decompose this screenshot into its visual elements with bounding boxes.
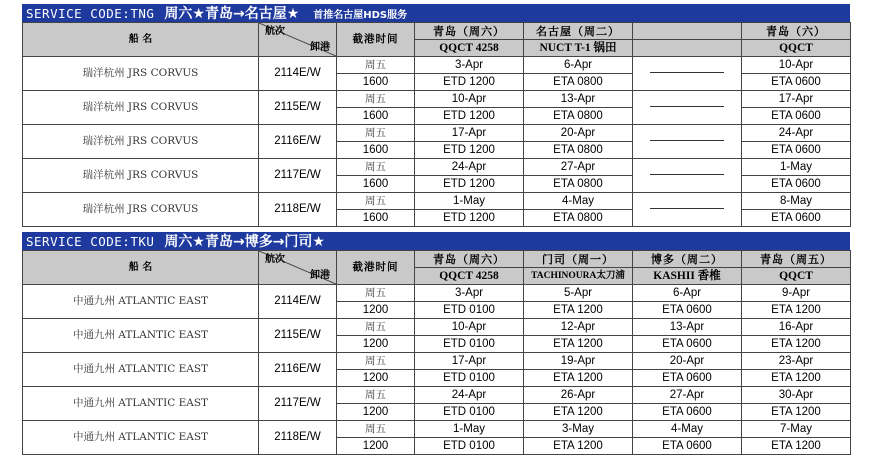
port2-time: ETA 0800 — [524, 74, 633, 91]
port2-date: 19-Apr — [524, 353, 633, 370]
discharge-port-label: 卸港 — [310, 42, 330, 53]
vessel-name: 中通九州 ATLANTIC EAST — [23, 319, 259, 353]
port1-time: ETD 0100 — [415, 438, 524, 455]
cutoff-time: 1200 — [337, 404, 415, 421]
port4-time: ETA 1200 — [742, 438, 851, 455]
table-row — [23, 319, 851, 336]
table-row — [23, 91, 851, 108]
port2-date: 12-Apr — [524, 319, 633, 336]
port3-date: 4-May — [633, 421, 742, 438]
port2-time: ETA 1200 — [524, 370, 633, 387]
discharge-port-label: 卸港 — [310, 270, 330, 281]
voyage-number: 2116E/W — [259, 353, 337, 387]
port1-time: ETD 0100 — [415, 404, 524, 421]
port4-time: ETA 1200 — [742, 336, 851, 353]
service-note: 首推名古屋HDS服务 — [313, 9, 408, 21]
port3-time: ETA 0600 — [633, 438, 742, 455]
cutoff-day: 周五 — [337, 159, 415, 176]
cutoff-day: 周五 — [337, 91, 415, 108]
service-banner — [22, 4, 850, 22]
port4-date: 24-Apr — [742, 125, 851, 142]
port2-time: ETA 0800 — [524, 108, 633, 125]
port2-date: 26-Apr — [524, 387, 633, 404]
vessel-header: 船 名 — [23, 23, 259, 57]
port2-time: ETA 0800 — [524, 142, 633, 159]
port4-date: 10-Apr — [742, 57, 851, 74]
port2-time: ETA 1200 — [524, 438, 633, 455]
terminal-header: QQCT — [742, 268, 851, 285]
port2-time: ETA 0800 — [524, 176, 633, 193]
port4-time: ETA 0600 — [742, 142, 851, 159]
port1-time: ETD 0100 — [415, 336, 524, 353]
port1-time: ETD 1200 — [415, 108, 524, 125]
cutoff-day: 周五 — [337, 125, 415, 142]
header-row — [23, 23, 851, 40]
port4-date: 8-May — [742, 193, 851, 210]
port2-date: 20-Apr — [524, 125, 633, 142]
cutoff-time: 1200 — [337, 302, 415, 319]
terminal-header: QQCT 4258 — [415, 268, 524, 285]
cutoff-day: 周五 — [337, 387, 415, 404]
port4-date: 23-Apr — [742, 353, 851, 370]
port2-date: 3-May — [524, 421, 633, 438]
voyage-label: 航次 — [265, 26, 285, 37]
schedule-section-tng — [22, 4, 850, 227]
vessel-name: 瑞洋杭州 JRS CORVUS — [23, 57, 259, 91]
cutoff-day: 周五 — [337, 285, 415, 302]
port-name-header: 青岛（周五） — [742, 251, 851, 268]
table-row — [23, 159, 851, 176]
voyage-number: 2118E/W — [259, 193, 337, 227]
empty-dash — [650, 208, 724, 209]
port3-empty — [633, 159, 742, 193]
cutoff-header: 截港时间 — [337, 23, 415, 57]
empty-dash — [650, 72, 724, 73]
port1-date: 1-May — [415, 193, 524, 210]
service-banner — [22, 232, 850, 250]
terminal-header: NUCT T-1 锅田 — [524, 40, 633, 57]
port3-empty — [633, 57, 742, 91]
port-name-header: 博多（周二） — [633, 251, 742, 268]
cutoff-time: 1200 — [337, 438, 415, 455]
port2-date: 27-Apr — [524, 159, 633, 176]
port2-time: ETA 0800 — [524, 210, 633, 227]
voyage-header — [259, 251, 337, 285]
voyage-label: 航次 — [265, 254, 285, 265]
port2-date: 6-Apr — [524, 57, 633, 74]
port4-time: ETA 0600 — [742, 176, 851, 193]
voyage-header — [259, 23, 337, 57]
voyage-number: 2118E/W — [259, 421, 337, 455]
port3-time: ETA 0600 — [633, 370, 742, 387]
voyage-number: 2114E/W — [259, 285, 337, 319]
port1-time: ETD 1200 — [415, 210, 524, 227]
terminal-header: QQCT — [742, 40, 851, 57]
port1-date: 17-Apr — [415, 353, 524, 370]
port4-time: ETA 1200 — [742, 302, 851, 319]
port1-time: ETD 1200 — [415, 176, 524, 193]
port1-date: 1-May — [415, 421, 524, 438]
service-code: SERVICE CODE:TNG — [26, 5, 155, 21]
port3-date: 6-Apr — [633, 285, 742, 302]
port4-date: 16-Apr — [742, 319, 851, 336]
terminal-header: KASHII 香椎 — [633, 268, 742, 285]
vessel-name: 中通九州 ATLANTIC EAST — [23, 387, 259, 421]
port3-time: ETA 0600 — [633, 336, 742, 353]
cutoff-time: 1600 — [337, 142, 415, 159]
port2-date: 4-May — [524, 193, 633, 210]
header-row — [23, 251, 851, 268]
port1-date: 10-Apr — [415, 319, 524, 336]
cutoff-day: 周五 — [337, 193, 415, 210]
port4-time: ETA 1200 — [742, 404, 851, 421]
cutoff-day: 周五 — [337, 421, 415, 438]
vessel-name: 瑞洋杭州 JRS CORVUS — [23, 193, 259, 227]
vessel-name: 中通九州 ATLANTIC EAST — [23, 421, 259, 455]
port3-date: 27-Apr — [633, 387, 742, 404]
port3-time: ETA 0600 — [633, 302, 742, 319]
cutoff-time: 1200 — [337, 370, 415, 387]
table-row — [23, 125, 851, 142]
table-row — [23, 353, 851, 370]
port-name-header: 青岛（周六） — [415, 251, 524, 268]
table-row — [23, 57, 851, 74]
port3-empty — [633, 125, 742, 159]
voyage-number: 2117E/W — [259, 387, 337, 421]
vessel-name: 中通九州 ATLANTIC EAST — [23, 353, 259, 387]
voyage-number: 2117E/W — [259, 159, 337, 193]
voyage-number: 2116E/W — [259, 125, 337, 159]
port1-date: 24-Apr — [415, 387, 524, 404]
port4-date: 17-Apr — [742, 91, 851, 108]
port2-time: ETA 1200 — [524, 404, 633, 421]
port2-date: 13-Apr — [524, 91, 633, 108]
port4-time: ETA 0600 — [742, 74, 851, 91]
port1-date: 3-Apr — [415, 57, 524, 74]
port3-date: 20-Apr — [633, 353, 742, 370]
port-name-header — [633, 23, 742, 40]
table-row — [23, 387, 851, 404]
port1-date: 17-Apr — [415, 125, 524, 142]
port2-date: 5-Apr — [524, 285, 633, 302]
cutoff-day: 周五 — [337, 319, 415, 336]
port1-date: 3-Apr — [415, 285, 524, 302]
vessel-header: 船 名 — [23, 251, 259, 285]
port4-time: ETA 1200 — [742, 370, 851, 387]
schedule-table — [22, 250, 851, 455]
service-route: 周六★青岛→博多→门司★ — [164, 234, 325, 250]
terminal-header — [633, 40, 742, 57]
vessel-name: 瑞洋杭州 JRS CORVUS — [23, 159, 259, 193]
port-name-header: 青岛（六） — [742, 23, 851, 40]
schedule-section-tku — [22, 232, 850, 455]
vessel-name: 瑞洋杭州 JRS CORVUS — [23, 91, 259, 125]
port1-time: ETD 1200 — [415, 74, 524, 91]
port4-time: ETA 0600 — [742, 210, 851, 227]
port1-date: 24-Apr — [415, 159, 524, 176]
table-row — [23, 193, 851, 210]
port3-empty — [633, 193, 742, 227]
port1-time: ETD 1200 — [415, 142, 524, 159]
voyage-number: 2115E/W — [259, 319, 337, 353]
table-row — [23, 421, 851, 438]
terminal-header: TACHINOURA太刀浦 — [524, 268, 633, 285]
port4-date: 30-Apr — [742, 387, 851, 404]
voyage-number: 2115E/W — [259, 91, 337, 125]
cutoff-time: 1200 — [337, 336, 415, 353]
port-name-header: 门司（周一） — [524, 251, 633, 268]
port1-date: 10-Apr — [415, 91, 524, 108]
port3-time: ETA 0600 — [633, 404, 742, 421]
vessel-name: 中通九州 ATLANTIC EAST — [23, 285, 259, 319]
schedule-table — [22, 22, 851, 227]
cutoff-time: 1600 — [337, 176, 415, 193]
table-row — [23, 285, 851, 302]
cutoff-time: 1600 — [337, 108, 415, 125]
port3-date: 13-Apr — [633, 319, 742, 336]
empty-dash — [650, 174, 724, 175]
port1-time: ETD 0100 — [415, 302, 524, 319]
voyage-number: 2114E/W — [259, 57, 337, 91]
port4-date: 1-May — [742, 159, 851, 176]
cutoff-time: 1600 — [337, 74, 415, 91]
port-name-header: 青岛（周六） — [415, 23, 524, 40]
service-route: 周六★青岛→名古屋★ — [164, 6, 300, 22]
cutoff-header: 截港时间 — [337, 251, 415, 285]
port1-time: ETD 0100 — [415, 370, 524, 387]
empty-dash — [650, 140, 724, 141]
vessel-name: 瑞洋杭州 JRS CORVUS — [23, 125, 259, 159]
port2-time: ETA 1200 — [524, 336, 633, 353]
port2-time: ETA 1200 — [524, 302, 633, 319]
terminal-header: QQCT 4258 — [415, 40, 524, 57]
port4-time: ETA 0600 — [742, 108, 851, 125]
cutoff-day: 周五 — [337, 57, 415, 74]
empty-dash — [650, 106, 724, 107]
service-code: SERVICE CODE:TKU — [26, 233, 155, 249]
port3-empty — [633, 91, 742, 125]
port4-date: 7-May — [742, 421, 851, 438]
cutoff-day: 周五 — [337, 353, 415, 370]
port4-date: 9-Apr — [742, 285, 851, 302]
port-name-header: 名古屋（周二） — [524, 23, 633, 40]
cutoff-time: 1600 — [337, 210, 415, 227]
